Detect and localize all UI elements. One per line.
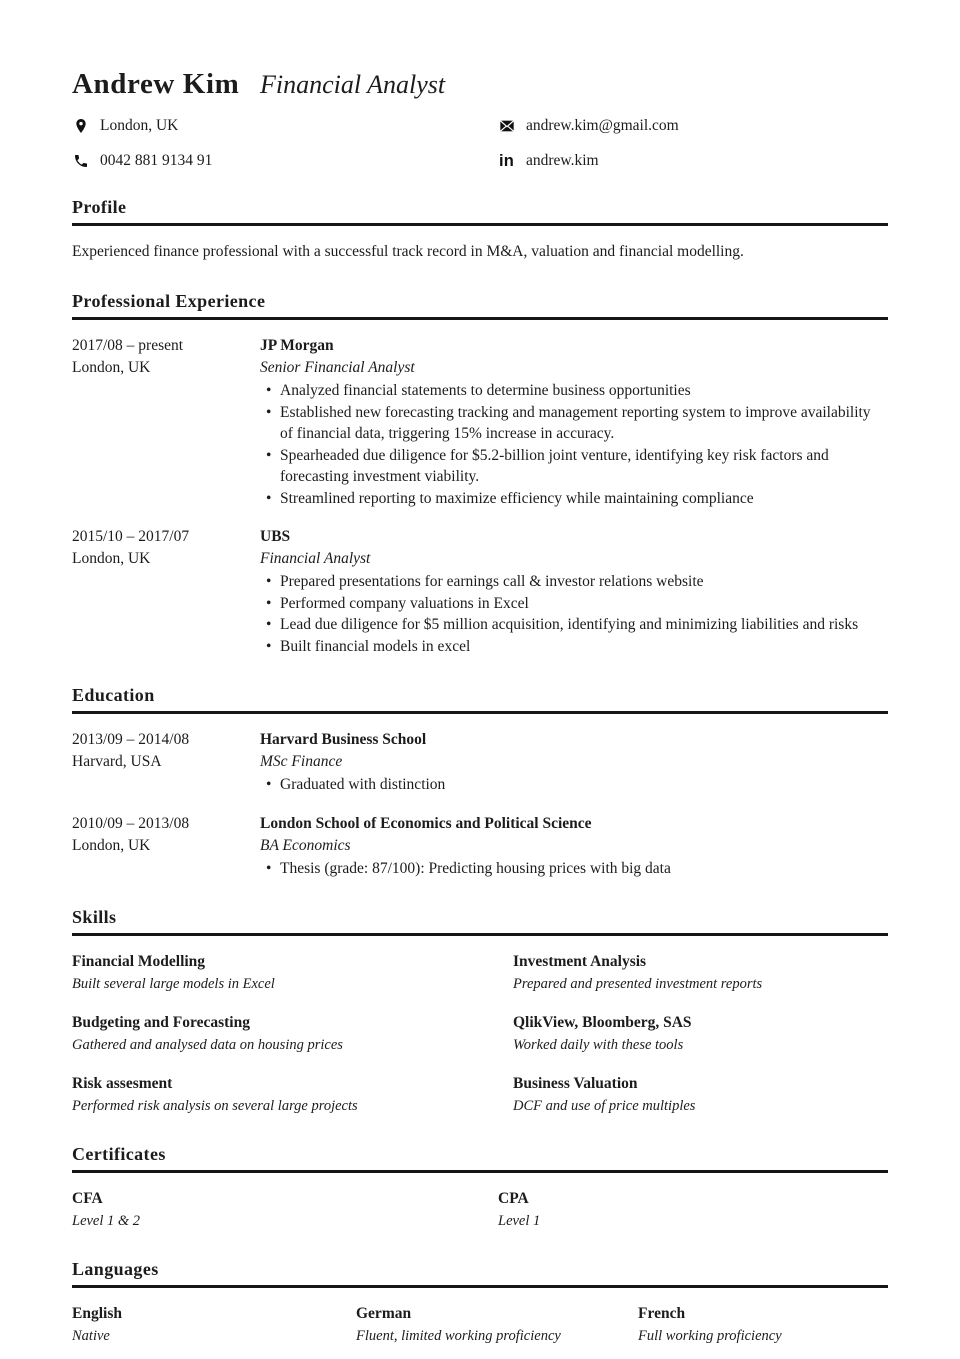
profile-summary: Experienced finance professional with a successful track record in M&A, valuation and financial modelling. <box>72 243 744 260</box>
experience-entry-jpmorgan <box>72 335 888 509</box>
skill-item <box>513 952 888 994</box>
language-proficiency: Native <box>72 1328 110 1344</box>
entry-location: Harvard, USA <box>72 753 162 770</box>
achievement-item: • Built financial models in excel <box>280 636 874 658</box>
entry-dates: 2017/08 – present <box>72 337 184 354</box>
skill-item <box>513 1013 888 1055</box>
education-note: • Graduated with distinction <box>280 774 874 796</box>
language-item <box>638 1304 888 1346</box>
profile-heading: Profile <box>72 197 888 226</box>
degree-title: BA Economics <box>260 836 351 854</box>
skill-detail: Prepared and presented investment reports <box>513 976 763 992</box>
languages-heading: Languages <box>72 1259 888 1288</box>
skill-detail: Worked daily with these tools <box>513 1037 684 1053</box>
section-certificates <box>72 1144 888 1231</box>
language-item <box>356 1304 638 1346</box>
certificates-grid <box>72 1189 888 1231</box>
skill-detail: Performed risk analysis on several large projects <box>72 1098 358 1114</box>
skill-item <box>72 1013 513 1055</box>
achievement-item: • Performed company valuations in Excel <box>280 593 874 615</box>
skill-item <box>513 1074 888 1116</box>
languages-grid <box>72 1304 888 1346</box>
section-profile <box>72 197 888 263</box>
achievement-list <box>260 571 888 657</box>
entry-when <box>72 335 260 509</box>
entry-details <box>260 729 888 796</box>
section-skills <box>72 907 888 1116</box>
achievement-item: • Prepared presentations for earnings call & investor relations website <box>280 571 874 593</box>
skill-name: Business Valuation <box>513 1075 638 1092</box>
skill-detail: Gathered and analysed data on housing prices <box>72 1037 343 1053</box>
skill-detail: DCF and use of price multiples <box>513 1098 696 1114</box>
school-name: Harvard Business School <box>260 731 427 748</box>
achievement-item: • Established new forecasting tracking and management reporting system to improve availability of financial data, triggering 15% increase in accuracy. <box>280 402 874 445</box>
entry-dates: 2010/09 – 2013/08 <box>72 814 190 832</box>
achievement-list <box>260 380 888 509</box>
contact-phone-text: 0042 881 9134 91 <box>100 152 213 169</box>
language-name: French <box>638 1305 686 1322</box>
language-item <box>72 1304 356 1346</box>
school-name: London School of Economics and Political Science <box>260 814 592 832</box>
contact-linkedin <box>498 151 888 171</box>
education-heading: Education <box>72 685 888 714</box>
achievement-item: • Streamlined reporting to maximize efficiency while maintaining compliance <box>280 488 874 510</box>
contact-linkedin-text: andrew.kim <box>526 152 599 169</box>
experience-heading: Professional Experience <box>72 291 888 320</box>
entry-details <box>260 813 888 880</box>
skills-grid <box>72 952 888 1116</box>
company-name: JP Morgan <box>260 337 334 354</box>
entry-details <box>260 335 888 509</box>
header <box>72 66 888 103</box>
achievement-item: • Spearheaded due diligence for $5.2-billion joint venture, identifying key risk factors and forecasting investment viability. <box>280 445 874 488</box>
certificate-name: CFA <box>72 1190 103 1207</box>
education-entry-lse <box>72 813 888 880</box>
experience-entry-ubs <box>72 526 888 657</box>
skill-name: Budgeting and Forecasting <box>72 1014 250 1031</box>
person-job-title: Financial Analyst <box>260 70 446 99</box>
degree-title: MSc Finance <box>260 753 343 770</box>
role-title: Senior Financial Analyst <box>260 359 415 376</box>
language-proficiency: Fluent, limited working proficiency <box>356 1328 561 1344</box>
entry-location: London, UK <box>72 550 151 567</box>
location-pin-icon <box>72 118 89 135</box>
certificate-item <box>498 1189 888 1231</box>
skill-name: Investment Analysis <box>513 953 647 970</box>
entry-dates: 2013/09 – 2014/08 <box>72 731 190 748</box>
skill-name: Financial Modelling <box>72 953 206 970</box>
linkedin-icon: in <box>498 151 515 170</box>
language-proficiency: Full working proficiency <box>638 1328 782 1344</box>
certificates-heading: Certificates <box>72 1144 888 1173</box>
achievement-item: • Lead due diligence for $5 million acquisition, identifying and minimizing liabilities and risks <box>280 614 874 636</box>
person-name: Andrew Kim <box>72 68 240 100</box>
skill-item <box>72 1074 513 1116</box>
contact-location <box>72 116 498 136</box>
education-entry-harvard <box>72 729 888 796</box>
skill-detail: Built several large models in Excel <box>72 976 275 992</box>
contact-location-text: London, UK <box>100 117 179 134</box>
phone-icon <box>72 153 89 170</box>
entry-when <box>72 813 260 880</box>
company-name: UBS <box>260 528 291 545</box>
envelope-icon <box>498 118 515 135</box>
skill-name: QlikView, Bloomberg, SAS <box>513 1014 692 1031</box>
contact-email <box>498 116 888 136</box>
entry-dates: 2015/10 – 2017/07 <box>72 528 190 545</box>
contact-email-text: andrew.kim@gmail.com <box>526 117 679 134</box>
section-education <box>72 685 888 879</box>
skills-heading: Skills <box>72 907 888 936</box>
certificate-detail: Level 1 <box>498 1213 541 1229</box>
entry-location: London, UK <box>72 359 151 376</box>
education-note-list <box>260 774 888 796</box>
certificate-item <box>72 1189 498 1231</box>
section-languages <box>72 1259 888 1346</box>
certificate-name: CPA <box>498 1190 529 1207</box>
entry-details <box>260 526 888 657</box>
section-experience <box>72 291 888 657</box>
entry-when <box>72 729 260 796</box>
language-name: German <box>356 1305 412 1322</box>
entry-location: London, UK <box>72 836 151 854</box>
role-title: Financial Analyst <box>260 550 371 567</box>
contact-phone <box>72 151 498 171</box>
skill-name: Risk assesment <box>72 1075 173 1092</box>
education-note-list <box>260 858 888 880</box>
entry-when <box>72 526 260 657</box>
skill-item <box>72 952 513 994</box>
education-note: • Thesis (grade: 87/100): Predicting housing prices with big data <box>280 858 874 880</box>
certificate-detail: Level 1 & 2 <box>72 1213 141 1229</box>
achievement-item: • Analyzed financial statements to determine business opportunities <box>280 380 874 402</box>
language-name: English <box>72 1305 122 1322</box>
contact-info <box>72 116 888 171</box>
